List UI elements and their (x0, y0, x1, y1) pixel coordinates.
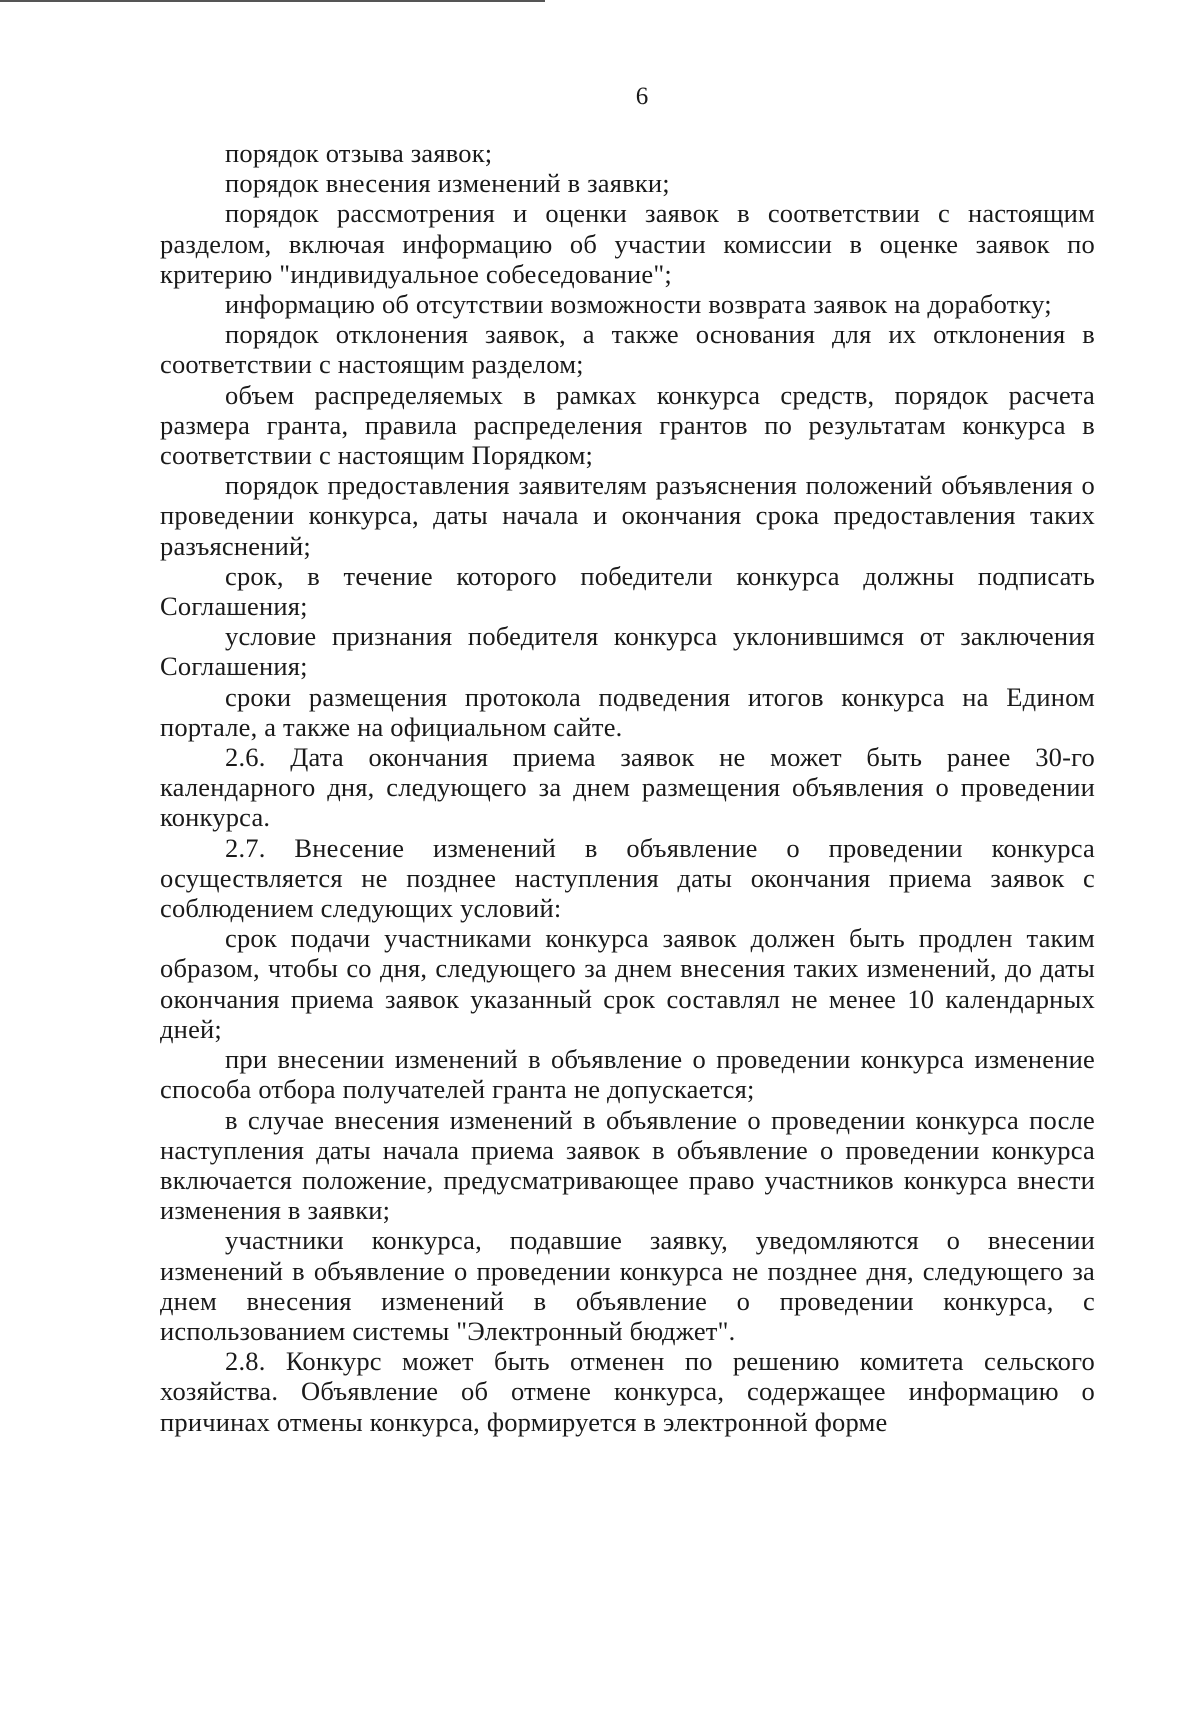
scan-edge-line (0, 0, 545, 2)
paragraph: при внесении изменений в объявление о проведении конкурса изменение способа отбора получателей гранта не допускается; (160, 1044, 1095, 1105)
paragraph: порядок рассмотрения и оценки заявок в соответствии с настоящим разделом, включая информацию об участии комиссии в оценке заявок по критерию "индивидуальное собеседование"; (160, 198, 1095, 289)
section-2-6-paragraph: 2.6. Дата окончания приема заявок не может быть ранее 30-го календарного дня, следующего за днем размещения объявления о проведении конкурса. (160, 742, 1095, 833)
paragraph: срок подачи участниками конкурса заявок должен быть продлен таким образом, чтобы со дня, следующего за днем внесения таких изменений, до даты окончания приема заявок указанный срок составлял не менее 10 календарных дней; (160, 923, 1095, 1044)
paragraph: сроки размещения протокола подведения итогов конкурса на Едином портале, а также на официальном сайте. (160, 681, 1095, 742)
paragraph: условие признания победителя конкурса уклонившимся от заключения Соглашения; (160, 621, 1095, 682)
paragraph: информацию об отсутствии возможности возврата заявок на доработку; (225, 289, 1052, 320)
paragraph: порядок отзыва заявок; (225, 138, 493, 168)
page-number: 6 (635, 83, 649, 110)
paragraph: порядок предоставления заявителям разъяснения положений объявления о проведении конкурса, даты начала и окончания срока предоставления таких разъяснений; (160, 470, 1095, 561)
paragraph: порядок внесения изменений в заявки; (225, 168, 670, 199)
section-2-7-paragraph: 2.7. Внесение изменений в объявление о проведении конкурса осуществляется не позднее наступления даты окончания приема заявок с соблюдением следующих условий: (160, 832, 1095, 924)
paragraph: участники конкурса, подавшие заявку, уведомляются о внесении изменений в объявление о проведении конкурса не позднее дня, следующего за днем внесения изменений в объявление о проведении конкурса, с использованием системы "Электронный бюджет". (160, 1225, 1095, 1346)
paragraph: в случае внесения изменений в объявление о проведении конкурса после наступления даты начала приема заявок в объявление о проведении конкурса включается положение, предусматривающее право участников конкурса внести изменения в заявки; (160, 1104, 1095, 1226)
section-2-8-paragraph: 2.8. Конкурс может быть отменен по решению комитета сельского хозяйства. Объявление об отмене конкурса, содержащее информацию о причинах отмены конкурса, формируется в электронной форме (160, 1346, 1095, 1437)
paragraph: порядок отклонения заявок, а также основания для их отклонения в соответствии с настоящим разделом; (160, 319, 1095, 380)
paragraph: срок, в течение которого победители конкурса должны подписать Соглашения; (160, 560, 1095, 622)
paragraph: объем распределяемых в рамках конкурса средств, порядок расчета размера гранта, правила распределения грантов по результатам конкурса в соответствии с настоящим Порядком; (160, 379, 1095, 471)
document-body (160, 138, 1095, 1437)
